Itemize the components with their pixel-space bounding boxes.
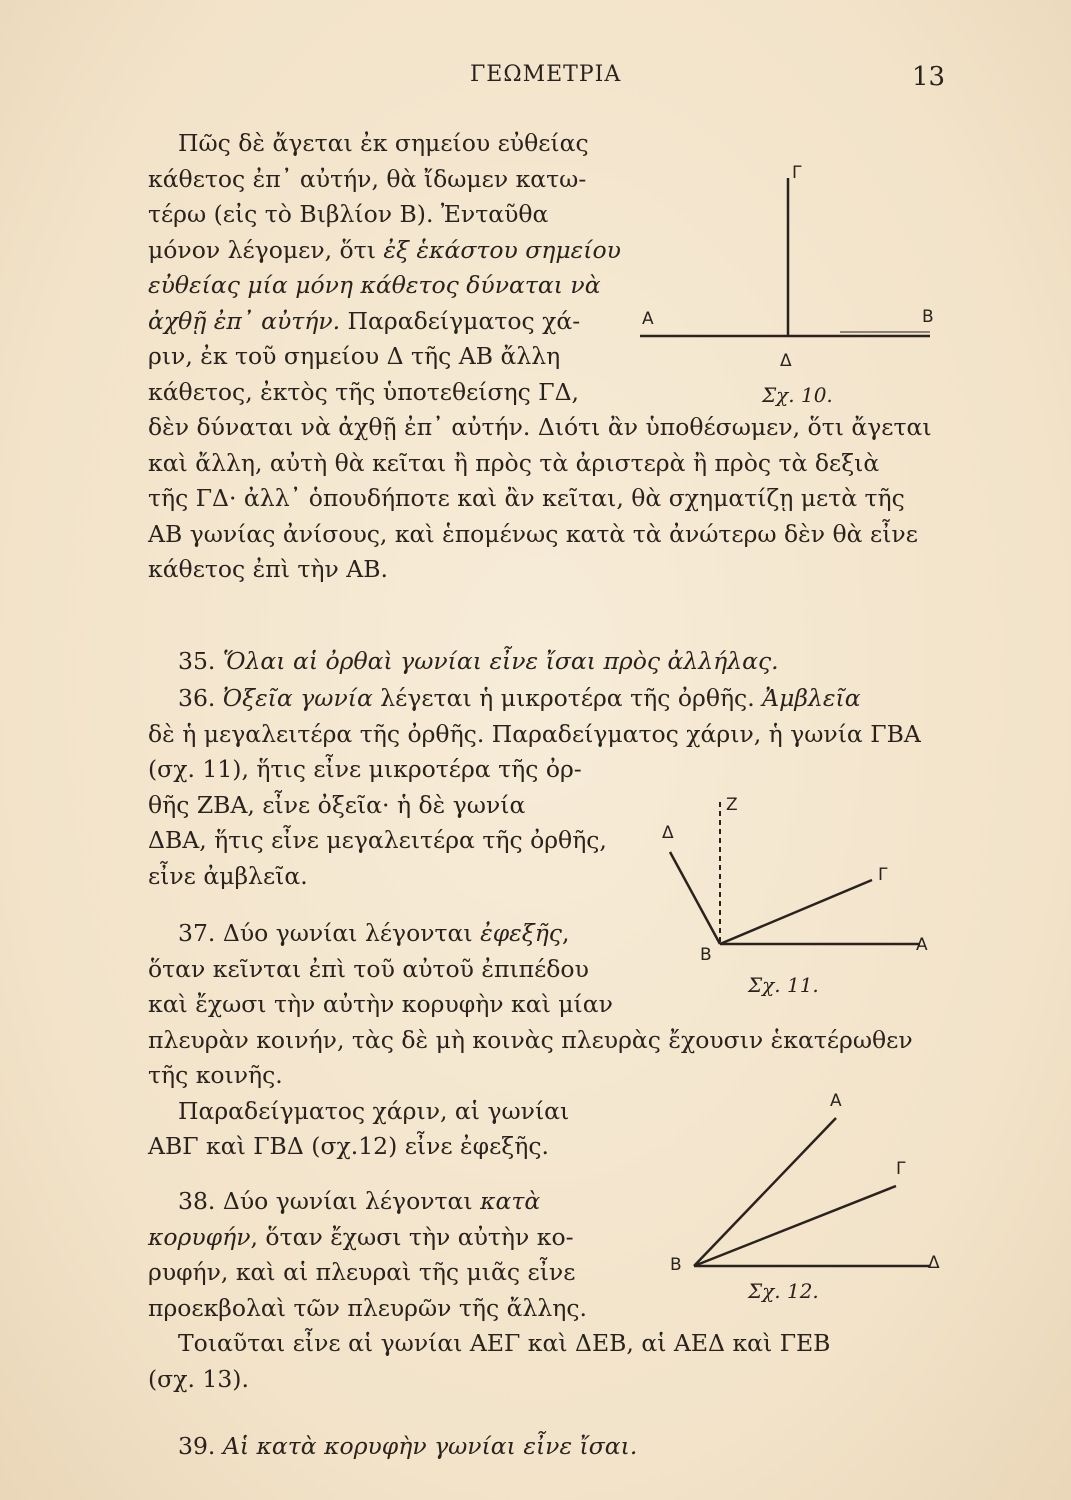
emphasis: ἐξ ἑκάστου σημείου [383,235,621,264]
text-span: Δύο γωνίαι λέγονται [215,1187,481,1215]
label-beta: Β [700,945,712,965]
section-number: 38. [178,1187,216,1215]
label-beta: Β [670,1255,682,1275]
text-line: ριν, ἐκ τοῦ σημείου Δ τῆς ΑΒ ἄλλη [148,342,561,370]
figure-10 [630,160,960,420]
term: Ἀμβλεῖα [762,684,861,712]
text-line: (σχ. 13). [148,1364,249,1393]
section-number: 35. [178,647,216,675]
text-line: ρυφήν, καὶ αἱ πλευραὶ τῆς μιᾶς εἶνε [148,1258,576,1286]
text-line: Πῶς δὲ ἄγεται ἐκ σημείου εὐθείας [178,129,589,157]
section-number: 39. [178,1432,216,1460]
label-delta: Δ [928,1253,940,1273]
text-span: Δύο γωνίαι λέγονται [215,919,481,947]
ray-bd [670,852,720,944]
text-line: εἶνε ἀμβλεῖα. [148,861,308,890]
ray-bg [720,880,872,944]
text-line: Τοιαῦται εἶνε αἱ γωνίαι ΑΕΓ καὶ ΔΕΒ, αἱ ΑΕΔ καὶ ΓΕΒ [178,1329,831,1357]
label-gamma: Γ [878,865,888,885]
theorem-text: Ὅλαι αἱ ὀρθαὶ γωνίαι εἶνε ἴσαι πρὸς ἀλλήλας. [222,647,779,675]
figure-caption: Σχ. 11. [748,973,819,997]
term: Ὀξεῖα γωνία [222,684,373,712]
emphasis-line: εὐθείας μία μόνη κάθετος δύναται νὰ [148,271,601,299]
ray-ba [694,1118,836,1266]
label-alpha: Α [916,935,928,955]
text-line: πλευρὰν κοινήν, τὰς δὲ μὴ κοινὰς πλευρὰς ἔχουσιν ἑκατέρωθεν [148,1025,913,1054]
section-39 [148,1429,637,1465]
label-delta: Δ [662,823,674,843]
text-line: κάθετος, ἐκτὸς τῆς ὑποτεθείσης ΓΔ, [148,377,580,406]
term: ἐφεξῆς [480,919,562,947]
page-number: 13 [912,62,946,92]
text-line: κάθετος ἐπ᾽ αὐτήν, θὰ ἴδωμεν κατω- [148,164,587,193]
label-zeta: Ζ [726,795,738,815]
label-alpha: Α [830,1091,842,1111]
text-line: ΔΒΑ, ἥτις εἶνε μεγαλειτέρα τῆς ὀρθῆς, [148,826,607,854]
text-line: προεκβολαὶ τῶν πλευρῶν τῆς ἄλλης. [148,1293,587,1322]
text-line: (σχ. 11), ἥτις εἶνε μικροτέρα τῆς ὀρ- [148,755,582,783]
text-line: θῆς ΖΒΑ, εἶνε ὀξεῖα· ἡ δὲ γωνία [148,790,526,819]
text-span: λέγεται ἡ μικροτέρα τῆς ὀρθῆς. [372,684,763,712]
figure-caption: Σχ. 10. [762,383,833,407]
text-span: , ὅταν ἔχωσι τὴν αὐτὴν κο- [250,1222,574,1251]
text-span: , [561,919,570,947]
text-line: ΑΒ γωνίας ἀνίσους, καὶ ἑπομένως κατὰ τὰ ἀνώτερω δὲν θὰ εἶνε [148,519,918,548]
text-line: τῆς ΓΔ· ἀλλ᾽ ὁπουδήποτε καὶ ἂν κεῖται, θὰ σχηματίζῃ μετὰ τῆς [148,484,905,512]
label-gamma: Γ [792,163,802,183]
section-number: 37. [178,919,216,947]
text-line: κάθετος ἐπὶ τὴν ΑΒ. [148,555,388,583]
label-gamma: Γ [896,1159,906,1179]
ray-bg [694,1186,896,1266]
emphasis: ἀχθῇ ἐπ᾽ αὐτήν. [148,306,341,335]
label-alpha: Α [642,309,654,329]
term: κατὰ [480,1187,541,1215]
text-line: καὶ ἄλλη, αὐτὴ θὰ κεῖται ἢ πρὸς τὰ ἀριστερὰ ἢ πρὸς τὰ δεξιὰ [148,448,880,477]
running-header-title: ΓΕΩΜΕΤΡΙΑ [470,62,622,87]
text-line [148,681,921,717]
term: κορυφήν [148,1222,251,1251]
theorem-text: Αἱ κατὰ κορυφὴν γωνίαι εἶνε ἴσαι. [222,1432,638,1460]
figure-caption: Σχ. 12. [748,1279,819,1303]
text-span: Παραδείγματος χά- [340,306,581,335]
text-line: καὶ ἔχωσι τὴν αὐτὴν κορυφὴν καὶ μίαν [148,990,613,1018]
label-delta: Δ [780,351,792,371]
text-line: Παραδείγματος χάριν, αἱ γωνίαι [178,1096,570,1125]
text-line: ὅταν κεῖνται ἐπὶ τοῦ αὐτοῦ ἐπιπέδου [148,954,589,983]
text-line: δὲν δύναται νὰ ἀχθῇ ἐπ᾽ αὐτήν. Διότι ἂν ὑποθέσωμεν, ὅτι ἄγεται [148,413,932,441]
figure-11 [640,782,960,1012]
text-line: ΑΒΓ καὶ ΓΒΔ (σχ.12) εἶνε ἐφεξῆς. [148,1132,549,1160]
section-35 [148,644,779,680]
section-number: 36. [178,684,216,712]
text-span: μόνον λέγομεν, ὅτι [148,235,376,264]
text-line: δὲ ἡ μεγαλειτέρα τῆς ὀρθῆς. Παραδείγματος χάριν, ἡ γωνία ΓΒΑ [148,719,921,748]
text-line: τέρω (εἰς τὸ Βιβλίον Β). Ἐνταῦθα [148,200,549,228]
label-beta: Β [922,307,934,327]
text-line: τῆς κοινῆς. [148,1061,283,1089]
figure-12 [660,1090,960,1320]
